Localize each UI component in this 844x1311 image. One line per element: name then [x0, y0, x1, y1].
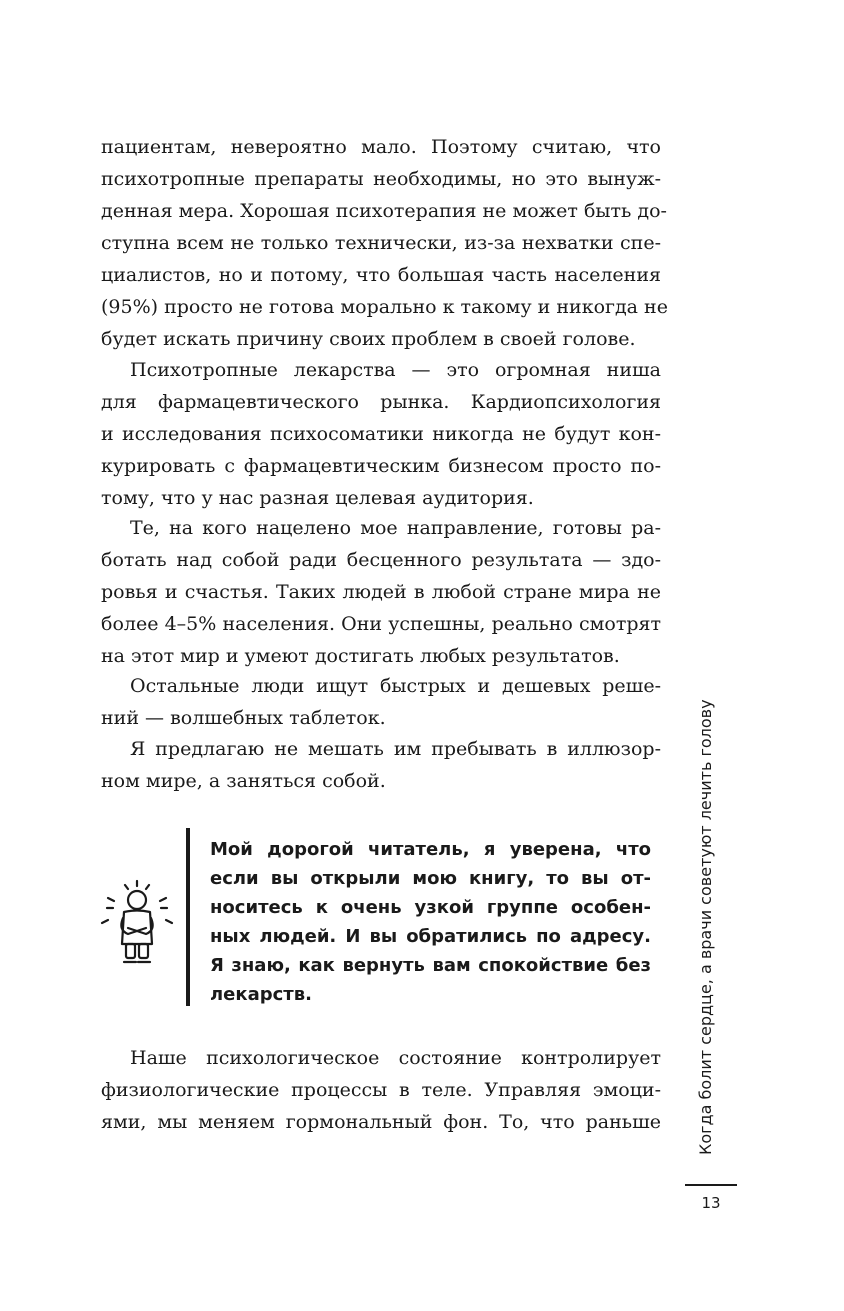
text-line: физиологические процессы в теле. Управляя эмоци- [101, 1079, 661, 1101]
callout-text-line: Я знаю, как вернуть вам спокойствие без [210, 955, 651, 976]
text-line: (95%) просто не готова морально к такому и никогда не [101, 296, 668, 318]
callout-text-line: ных людей. И вы обратились по адресу. [210, 926, 651, 947]
text-line: ний — волшебных таблеток. [101, 707, 386, 729]
text-line: Я предлагаю не мешать им пребывать в иллюзор- [130, 738, 661, 760]
callout-text-line: Мой дорогой читатель, я уверена, что [210, 839, 651, 860]
callout-text-line: лекарств. [210, 984, 312, 1005]
folio-rule [685, 1184, 737, 1186]
text-line: и исследования психосоматики никогда не будут кон- [101, 423, 661, 445]
text-line: ном мире, а заняться собой. [101, 770, 386, 792]
text-line: будет искать причину своих проблем в своей голове. [101, 328, 636, 350]
text-line: Психотропные лекарства — это огромная ниша [130, 359, 661, 381]
text-line: денная мера. Хорошая психотерапия не может быть до- [101, 200, 667, 222]
text-line: Те, на кого нацелено мое направление, готовы ра- [130, 517, 661, 539]
text-line: курировать с фармацевтическим бизнесом просто по- [101, 455, 661, 477]
text-line: более 4–5% населения. Они успешны, реально смотрят [101, 613, 661, 635]
text-line: ями, мы меняем гормональный фон. То, что раньше [101, 1111, 661, 1133]
text-line: тому, что у нас разная целевая аудитория. [101, 487, 534, 509]
text-line: для фармацевтического рынка. Кардиопсихология [101, 391, 661, 413]
anxious-person-icon [96, 878, 178, 968]
text-line: на этот мир и умеют достигать любых результатов. [101, 645, 620, 667]
text-line: ботать над собой ради бесценного результата — здо- [101, 549, 661, 571]
text-line: циалистов, но и потому, что большая часть населения [101, 264, 661, 286]
text-line: Остальные люди ищут быстрых и дешевых реше- [130, 675, 661, 697]
text-line: пациентам, невероятно мало. Поэтому считаю, что [101, 136, 661, 158]
page-number: 13 [701, 1194, 721, 1212]
text-line: ступна всем не только технически, из-за нехватки спе- [101, 232, 661, 254]
running-title: Когда болит сердце, а врачи советуют лечить голову [696, 699, 715, 1155]
text-line: ровья и счастья. Таких людей в любой стране мира не [101, 581, 661, 603]
callout-text-line: если вы открыли мою книгу, то вы от- [210, 868, 651, 889]
callout-rule [186, 828, 190, 1006]
text-line: психотропные препараты необходимы, но это вынуж- [101, 168, 661, 190]
text-line: Наше психологическое состояние контролирует [130, 1047, 661, 1069]
callout-text-line: носитесь к очень узкой группе особен- [210, 897, 651, 918]
